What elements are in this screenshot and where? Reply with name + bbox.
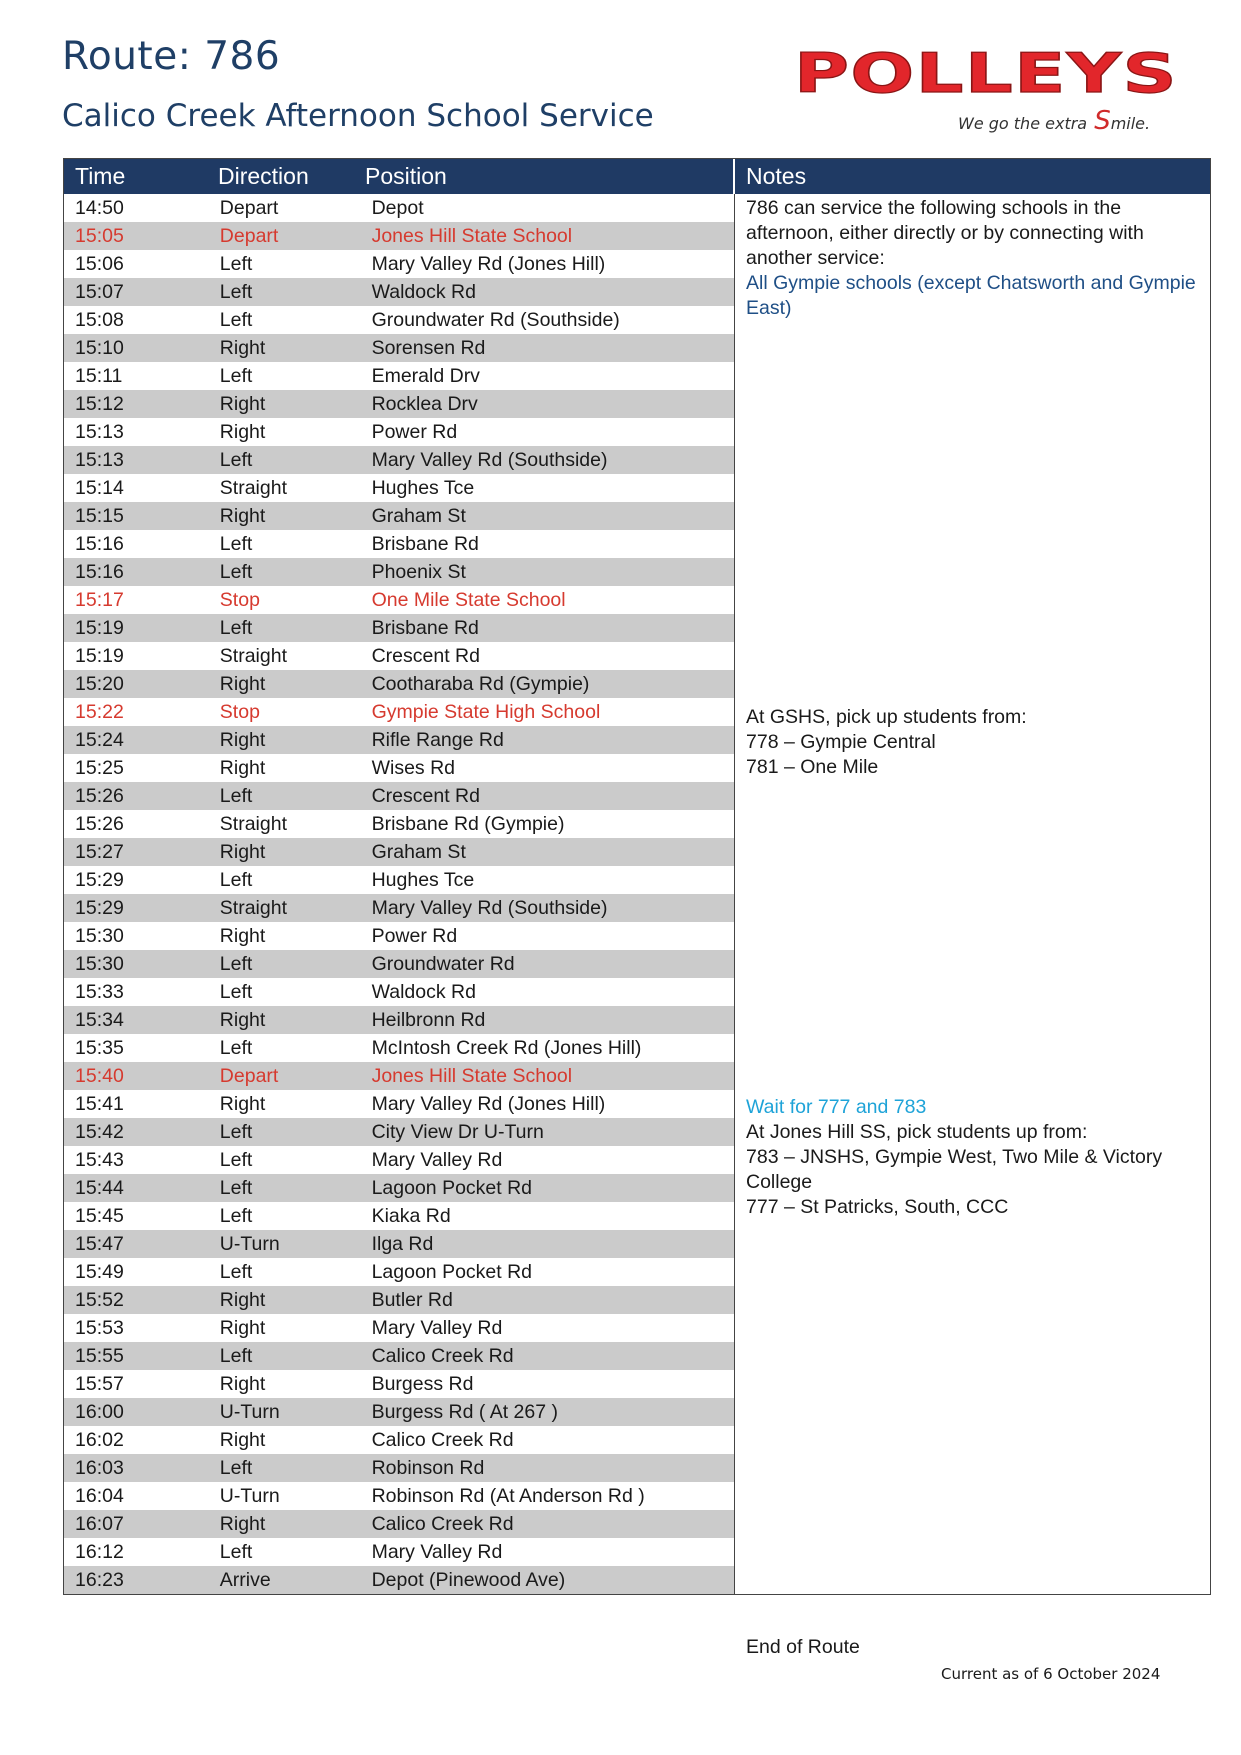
- table-row: [64, 586, 734, 614]
- table-row: [64, 894, 734, 922]
- table-row: [64, 1286, 734, 1314]
- cell-position: Heilbronn Rd: [371, 1008, 486, 1031]
- cell-position: Sorensen Rd: [371, 336, 486, 359]
- cell-time: 15:25: [75, 756, 124, 779]
- cell-direction: Left: [219, 952, 253, 975]
- note-gshs-pickup: [746, 705, 1201, 780]
- cell-direction: Straight: [219, 644, 287, 667]
- cell-direction: Left: [219, 1456, 253, 1479]
- cell-position: Burgess Rd: [371, 1372, 474, 1395]
- cell-position: Phoenix St: [371, 560, 466, 583]
- cell-position: Ilga Rd: [371, 1232, 434, 1255]
- cell-position: Rifle Range Rd: [371, 728, 504, 751]
- cell-time: 15:16: [75, 560, 124, 583]
- cell-position: Gympie State High School: [371, 700, 601, 723]
- cell-direction: U-Turn: [219, 1232, 280, 1255]
- cell-direction: Left: [219, 1176, 253, 1199]
- cell-position: Calico Creek Rd: [371, 1428, 514, 1451]
- cell-position: Brisbane Rd: [371, 532, 479, 555]
- table-row: [64, 1342, 734, 1370]
- cell-time: 15:35: [75, 1036, 124, 1059]
- cell-direction: Right: [219, 840, 266, 863]
- cell-time: 15:07: [75, 280, 124, 303]
- cell-direction: Right: [219, 1512, 266, 1535]
- table-row: [64, 474, 734, 502]
- cell-position: Hughes Tce: [371, 476, 475, 499]
- cell-time: 16:04: [75, 1484, 124, 1507]
- cell-direction: Right: [219, 672, 266, 695]
- cell-position: Groundwater Rd: [371, 952, 515, 975]
- table-row: [64, 1398, 734, 1426]
- cell-position: Lagoon Pocket Rd: [371, 1260, 533, 1283]
- cell-direction: Left: [219, 1204, 253, 1227]
- cell-time: 16:00: [75, 1400, 124, 1423]
- cell-time: 15:42: [75, 1120, 124, 1143]
- cell-position: Burgess Rd ( At 267 ): [371, 1400, 558, 1423]
- cell-time: 15:13: [75, 420, 124, 443]
- cell-position: Robinson Rd: [371, 1456, 485, 1479]
- cell-direction: Left: [219, 868, 253, 891]
- cell-direction: Right: [219, 1008, 266, 1031]
- table-header: [64, 159, 1210, 194]
- cell-time: 15:08: [75, 308, 124, 331]
- route-timetable: [63, 158, 1211, 1658]
- cell-direction: Left: [219, 532, 253, 555]
- cell-time: 15:22: [75, 700, 124, 723]
- cell-time: 15:57: [75, 1372, 124, 1395]
- cell-direction: Right: [219, 392, 266, 415]
- table-row: [64, 222, 734, 250]
- table-row: [64, 1426, 734, 1454]
- cell-direction: Right: [219, 728, 266, 751]
- cell-position: Jones Hill State School: [371, 1064, 573, 1087]
- cell-direction: Arrive: [219, 1568, 271, 1591]
- note-gshs-route-778: 778 – Gympie Central: [746, 731, 936, 753]
- cell-time: 15:13: [75, 448, 124, 471]
- cell-position: Depot: [371, 196, 424, 219]
- cell-time: 15:12: [75, 392, 124, 415]
- table-row: [64, 1370, 734, 1398]
- table-row: [64, 306, 734, 334]
- note-end-of-route: [746, 1635, 1201, 1660]
- cell-direction: Left: [219, 364, 253, 387]
- cell-direction: Right: [219, 1428, 266, 1451]
- cell-direction: Stop: [219, 588, 260, 611]
- table-row: [64, 1258, 734, 1286]
- cell-position: Mary Valley Rd (Southside): [371, 896, 608, 919]
- cell-time: 14:50: [75, 196, 124, 219]
- table-row: [64, 978, 734, 1006]
- cell-position: Crescent Rd: [371, 784, 480, 807]
- tagline-suffix: mile.: [1110, 114, 1151, 133]
- cell-position: Cootharaba Rd (Gympie): [371, 672, 590, 695]
- table-row: [64, 866, 734, 894]
- table-row: [64, 782, 734, 810]
- table-row: [64, 1566, 734, 1594]
- cell-position: Kiaka Rd: [371, 1204, 451, 1227]
- polleys-logo-wordmark: [790, 44, 1190, 104]
- table-row: [64, 754, 734, 782]
- table-row: [64, 950, 734, 978]
- cell-position: Brisbane Rd: [371, 616, 479, 639]
- cell-position: Robinson Rd (At Anderson Rd ): [371, 1484, 645, 1507]
- cell-time: 15:29: [75, 868, 124, 891]
- table-row: [64, 614, 734, 642]
- cell-position: Mary Valley Rd: [371, 1316, 503, 1339]
- cell-time: 15:11: [75, 364, 123, 387]
- table-row: [64, 1118, 734, 1146]
- cell-time: 16:03: [75, 1456, 124, 1479]
- table-row: [64, 390, 734, 418]
- cell-position: Waldock Rd: [371, 280, 476, 303]
- cell-time: 15:45: [75, 1204, 124, 1227]
- cell-time: 15:30: [75, 924, 124, 947]
- cell-time: 15:40: [75, 1064, 124, 1087]
- cell-position: Mary Valley Rd (Jones Hill): [371, 252, 606, 275]
- cell-time: 16:12: [75, 1540, 124, 1563]
- table-row: [64, 838, 734, 866]
- note-jones-hill-route-777: 777 – St Patricks, South, CCC: [746, 1196, 1009, 1218]
- table-row: [64, 362, 734, 390]
- note-jones-hill-heading: At Jones Hill SS, pick students up from:: [746, 1121, 1088, 1143]
- cell-position: Butler Rd: [371, 1288, 453, 1311]
- cell-direction: Left: [219, 252, 253, 275]
- cell-time: 15:05: [75, 224, 124, 247]
- cell-time: 15:52: [75, 1288, 124, 1311]
- note-jones-hill-pickup: [746, 1095, 1201, 1220]
- table-row: [64, 1006, 734, 1034]
- cell-time: 15:49: [75, 1260, 124, 1283]
- table-row: [64, 250, 734, 278]
- cell-direction: U-Turn: [219, 1484, 280, 1507]
- table-row: [64, 1174, 734, 1202]
- note-end-text: End of Route: [746, 1636, 860, 1658]
- cell-time: 15:27: [75, 840, 124, 863]
- note-jones-hill-route-783: 783 – JNSHS, Gympie West, Two Mile & Victory College: [746, 1146, 1163, 1193]
- table-row: [64, 1482, 734, 1510]
- cell-direction: Left: [219, 1148, 253, 1171]
- logo-text: POLLEYS: [794, 44, 1178, 104]
- cell-direction: Right: [219, 924, 266, 947]
- header-notes: Notes: [746, 163, 807, 189]
- cell-direction: Right: [219, 420, 266, 443]
- cell-position: Mary Valley Rd: [371, 1540, 503, 1563]
- cell-direction: Right: [219, 504, 266, 527]
- cell-position: Power Rd: [371, 924, 458, 947]
- cell-position: Mary Valley Rd: [371, 1148, 503, 1171]
- cell-time: 15:29: [75, 896, 124, 919]
- cell-position: Jones Hill State School: [371, 224, 573, 247]
- cell-position: McIntosh Creek Rd (Jones Hill): [371, 1036, 642, 1059]
- header-direction: Direction: [218, 163, 309, 189]
- cell-time: 15:43: [75, 1148, 124, 1171]
- table-row: [64, 726, 734, 754]
- table-row: [64, 446, 734, 474]
- cell-direction: U-Turn: [219, 1400, 280, 1423]
- table-row: [64, 1454, 734, 1482]
- note-schools-text: 786 can service the following schools in the afternoon, either directly or by connecting with another service:: [746, 197, 1144, 269]
- cell-position: Calico Creek Rd: [371, 1512, 514, 1535]
- table-row: [64, 698, 734, 726]
- table-row: [64, 194, 734, 222]
- route-title: Route: 786: [62, 34, 281, 79]
- table-row: [64, 670, 734, 698]
- current-as-of: Current as of 6 October 2024: [941, 1665, 1161, 1683]
- note-schools-serviced: [746, 196, 1201, 321]
- cell-time: 15:06: [75, 252, 124, 275]
- cell-position: Brisbane Rd (Gympie): [371, 812, 565, 835]
- polleys-logo: [790, 44, 1190, 144]
- cell-position: Graham St: [371, 840, 466, 863]
- tagline-prefix: We go the extra: [958, 114, 1088, 133]
- table-row: [64, 1062, 734, 1090]
- table-row: [64, 418, 734, 446]
- cell-direction: Left: [219, 280, 253, 303]
- cell-time: 15:17: [75, 588, 124, 611]
- cell-time: 15:44: [75, 1176, 124, 1199]
- note-wait: Wait for 777 and 783: [746, 1096, 927, 1118]
- cell-direction: Left: [219, 616, 253, 639]
- cell-direction: Right: [219, 1372, 266, 1395]
- cell-direction: Right: [219, 1288, 266, 1311]
- cell-time: 15:26: [75, 784, 124, 807]
- cell-direction: Left: [219, 784, 253, 807]
- table-row: [64, 810, 734, 838]
- cell-position: Power Rd: [371, 420, 458, 443]
- cell-time: 15:10: [75, 336, 124, 359]
- cell-direction: Right: [219, 1092, 266, 1115]
- cell-time: 15:26: [75, 812, 124, 835]
- cell-position: Rocklea Drv: [371, 392, 478, 415]
- table-row: [64, 642, 734, 670]
- cell-direction: Straight: [219, 896, 287, 919]
- cell-time: 15:16: [75, 532, 124, 555]
- cell-position: Hughes Tce: [371, 868, 475, 891]
- cell-time: 16:07: [75, 1512, 124, 1535]
- cell-time: 15:47: [75, 1232, 124, 1255]
- cell-position: City View Dr U-Turn: [371, 1120, 544, 1143]
- cell-direction: Straight: [219, 476, 287, 499]
- cell-direction: Depart: [219, 224, 279, 247]
- cell-direction: Left: [219, 1344, 253, 1367]
- table-row: [64, 530, 734, 558]
- cell-direction: Left: [219, 1260, 253, 1283]
- cell-direction: Left: [219, 560, 253, 583]
- cell-time: 15:24: [75, 728, 124, 751]
- table-row: [64, 1202, 734, 1230]
- table-row: [64, 1146, 734, 1174]
- cell-direction: Left: [219, 980, 253, 1003]
- cell-direction: Left: [219, 308, 253, 331]
- cell-position: Depot (Pinewood Ave): [371, 1568, 566, 1591]
- cell-time: 15:41: [75, 1092, 124, 1115]
- cell-position: Lagoon Pocket Rd: [371, 1176, 533, 1199]
- table-row: [64, 1510, 734, 1538]
- note-gshs-route-781: 781 – One Mile: [746, 756, 879, 778]
- cell-time: 15:55: [75, 1344, 124, 1367]
- table-row: [64, 502, 734, 530]
- cell-direction: Depart: [219, 1064, 279, 1087]
- cell-position: Mary Valley Rd (Jones Hill): [371, 1092, 606, 1115]
- cell-time: 15:34: [75, 1008, 124, 1031]
- cell-position: One Mile State School: [371, 588, 566, 611]
- timetable-rows: [64, 194, 735, 1594]
- table-row: [64, 1034, 734, 1062]
- cell-time: 15:15: [75, 504, 124, 527]
- cell-position: Emerald Drv: [371, 364, 480, 387]
- table-row: [64, 1314, 734, 1342]
- cell-time: 16:23: [75, 1568, 124, 1591]
- notes-column: [735, 194, 1210, 1658]
- table-row: [64, 1090, 734, 1118]
- cell-direction: Straight: [219, 812, 287, 835]
- note-gshs-heading: At GSHS, pick up students from:: [746, 706, 1027, 728]
- cell-time: 15:19: [75, 616, 124, 639]
- table-row: [64, 1230, 734, 1258]
- cell-position: Waldock Rd: [371, 980, 476, 1003]
- table-row: [64, 922, 734, 950]
- header-position: Position: [354, 159, 735, 194]
- cell-direction: Left: [219, 1036, 253, 1059]
- cell-time: 15:30: [75, 952, 124, 975]
- cell-time: 16:02: [75, 1428, 124, 1451]
- table-row: [64, 558, 734, 586]
- tagline-smile-s: S: [1094, 106, 1111, 136]
- cell-position: Groundwater Rd (Southside): [371, 308, 620, 331]
- table-row: [64, 278, 734, 306]
- cell-position: Crescent Rd: [371, 644, 480, 667]
- cell-direction: Stop: [219, 700, 260, 723]
- cell-position: Calico Creek Rd: [371, 1344, 514, 1367]
- table-row: [64, 334, 734, 362]
- header-time: Time: [75, 163, 126, 189]
- cell-position: Graham St: [371, 504, 466, 527]
- cell-time: 15:53: [75, 1316, 124, 1339]
- cell-position: Mary Valley Rd (Southside): [371, 448, 608, 471]
- table-row: [64, 1538, 734, 1566]
- cell-time: 15:33: [75, 980, 124, 1003]
- cell-direction: Right: [219, 1316, 266, 1339]
- cell-time: 15:20: [75, 672, 124, 695]
- cell-position: Wises Rd: [371, 756, 456, 779]
- cell-direction: Right: [219, 336, 266, 359]
- cell-time: 15:19: [75, 644, 124, 667]
- cell-direction: Right: [219, 756, 266, 779]
- route-subtitle: Calico Creek Afternoon School Service: [62, 98, 654, 134]
- cell-direction: Left: [219, 1120, 253, 1143]
- cell-time: 15:14: [75, 476, 124, 499]
- note-schools-list: All Gympie schools (except Chatsworth and Gympie East): [746, 272, 1196, 319]
- cell-direction: Left: [219, 1540, 253, 1563]
- logo-tagline: [958, 106, 1150, 136]
- cell-direction: Depart: [219, 196, 279, 219]
- cell-direction: Left: [219, 448, 253, 471]
